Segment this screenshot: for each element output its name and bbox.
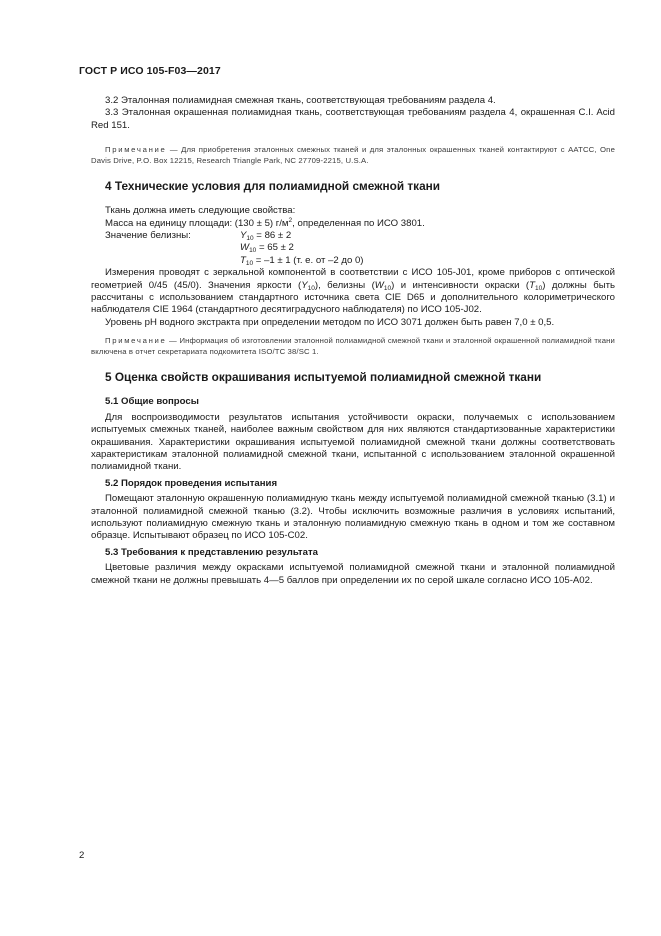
whiteness-label: Значение белизны: — [105, 230, 191, 242]
whiteness-y-value: $Y_{10} = 86 \pm 2$ — [240, 230, 292, 243]
mass-per-area: Масса на единицу площади: (130 ± 5) $г/м^2$, определенная по ИСО 3801. — [105, 216, 425, 229]
note-label: Примечание — [105, 145, 167, 155]
note-text: — Информация об изготовлении эталонной полиамидной смежной ткани и эталонной окрашенной полиамидной ткани включена в отчет секретариата подкомитета ISO/TC 38/SC 1. — [91, 336, 615, 357]
subsection-5-2-heading: 5.2 Порядок проведения испытания — [105, 477, 278, 489]
measurement-paragraph: Измерения проводят с зеркальной компонентой в соответствии с ИСО 105-J01, кроме приборов с оптической геометрией 0/45 (45/0). Значения яркости $(Y_{10})$, белизны $(W_{10})$ и интенсивности окраски $(T_{10})$ должны быть рассчитаны с использованием стандартного источника света CIE D65 и дополнительного колориметрического наблюдателя CIE 1964 (стандартного десятиградусного наблюдателя) по ИСО 105-J02. — [91, 267, 616, 316]
whiteness-y-row — [91, 230, 615, 242]
subsection-5-1-text: Для воспроизводимости результатов испытания устойчивости окраски, получаемых с использованием испытуемых смежных тканей, наиболее важным свойством для них являются стандартизованные характеристики окрашивания. Характеристики окрашивания испытуемой полиамидной смежной ткани должны соответствовать характеристикам эталонной полиамидной смежной ткани, испытанной с использованием эталонной окрашенной полиамидной ткани. — [91, 411, 615, 473]
section-4-heading: 4 Технические условия для полиамидной смежной ткани — [105, 179, 441, 194]
note-text: — Для приобретения эталонных смежных тканей и для эталонных окрашенных тканей контактируют с AATCC, One Davis Drive, P.O. Box 12215, Research Triangle Park, NC 27709-2215, U.S.A. — [91, 145, 615, 166]
clause-3-2: 3.2 Эталонная полиамидная смежная ткань, соответствующая требованиям раздела 4. — [105, 95, 496, 106]
note-iso-tc — [91, 335, 615, 357]
subsection-5-3-heading: 5.3 Требования к представлению результата — [105, 546, 318, 558]
document-code-header: ГОСТ Р ИСО 105-F03—2017 — [79, 65, 221, 77]
whiteness-t-value: $T_{10} = -1 \pm 1$ (т. е. от –2 до 0) — [240, 254, 364, 267]
subsection-5-2-text: Помещают эталонную окрашенную полиамидную ткань между испытуемой полиамидной смежной тканью (3.1) и эталонной полиамидной смежной тканью (3.2). Чтобы исключить возможные различия в условиях испытаний, используют полиамидную смежную ткань и эталонную полиамидную смежную ткань в одном и том же составном образце. Испытывают образец по ИСО 105-C02. — [91, 493, 615, 542]
subsection-5-1-heading: 5.1 Общие вопросы — [105, 396, 199, 408]
whiteness-w-value: $W_{10} = 65 \pm 2$ — [240, 242, 294, 255]
subsection-5-3-text: Цветовые различия между окрасками испытуемой полиамидной смежной ткани и эталонной полиамидной смежной ткани не должны превышать 4—5 баллов при определении их по серой шкале согласно ИСО 105-A02. — [91, 562, 615, 586]
note-aatcc — [91, 144, 615, 166]
page-content — [91, 90, 615, 587]
section-5-heading: 5 Оценка свойств окрашивания испытуемой полиамидной смежной ткани — [105, 370, 542, 385]
note-label: Примечание — [105, 336, 167, 346]
page-number: 2 — [79, 850, 85, 861]
ph-paragraph: Уровень pH водного экстракта при определении методом по ИСО 3071 должен быть равен 7,0 ± 0,5. — [105, 316, 555, 328]
clause-3-3: 3.3 Эталонная окрашенная полиамидная ткань, соответствующая требованиям раздела 4, окрашенная C.I. Acid Red 151. — [91, 107, 615, 131]
properties-intro: Ткань должна иметь следующие свойства: — [105, 205, 296, 217]
